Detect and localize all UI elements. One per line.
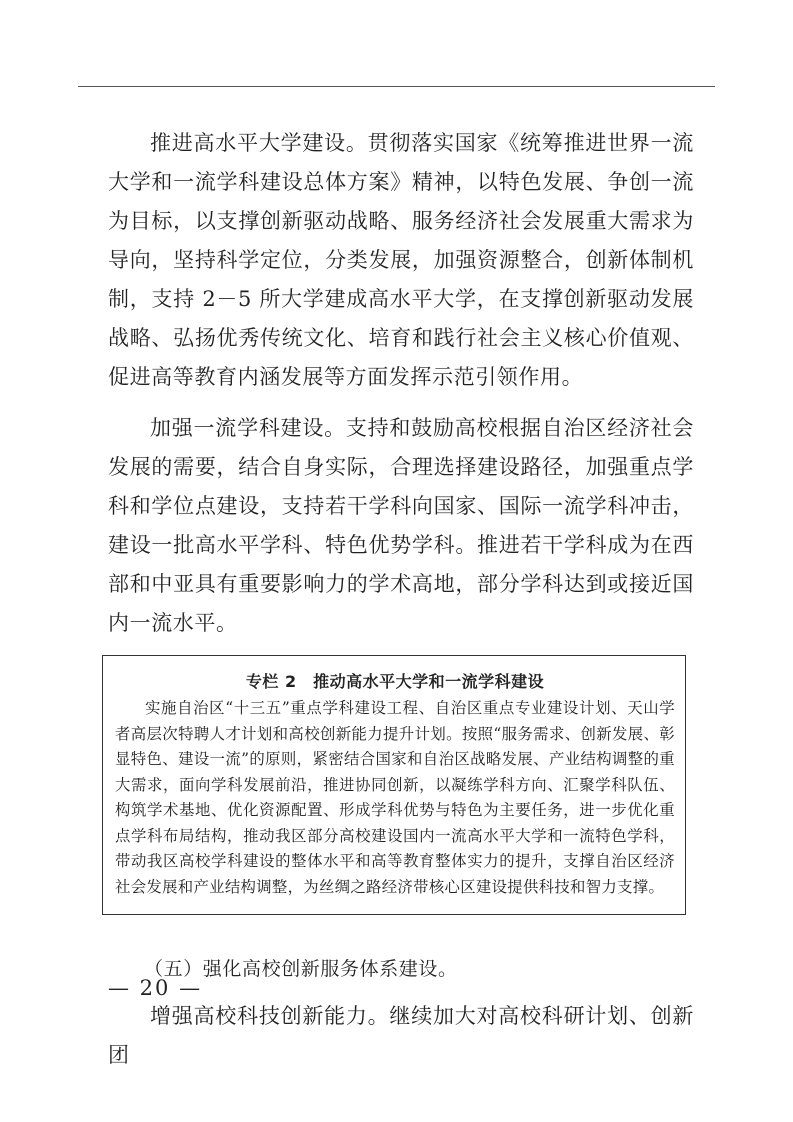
column-box-body: 实施自治区“十三五”重点学科建设工程、自治区重点专业建设计划、天山学者高层次特聘人才计划和高校创新能力提升计划。按照“服务需求、创新发展、彰显特色、建设一流”的原则，紧密结合国家和自治区战略发展、产业结构调整的重大需求，面向学科发展前沿，推进协同创新，以凝练学科方向、汇聚学科队伍、构筑学术基地、优化资源配置、形成学科优势与特色为主要任务，进一步优化重点学科布局结构，推动我区部分高校建设国内一流高水平大学和一流特色学科，带动我区高校学科建设的整体水平和高等教育整体实力的提升，支撑自治区经济社会发展和产业结构调整，为丝绸之路经济带核心区建设提供科技和智力支撑。: [115, 699, 675, 896]
section-heading: （五）强化高校创新服务体系建设。: [144, 958, 458, 980]
column-box-title: 专栏 2 推动高水平大学和一流学科建设: [245, 672, 545, 691]
column-box: [102, 655, 686, 915]
paragraph-first-class-discipline: 加强一流学科建设。支持和鼓励高校根据自治区经济社会发展的需要，结合自身实际，合理选择建设路径，加强重点学科和学位点建设，支持若干学科向国家、国际一流学科冲击，建设一批高水平学科、特色优势学科。推进若干学科成为在西部和中亚具有重要影响力的学术高地，部分学科达到或接近国内一流水平。: [108, 416, 694, 635]
paragraph-innovation-capacity: 增强高校科技创新能力。继续加大对高校科研计划、创新团: [108, 1004, 694, 1067]
page-content: [108, 124, 694, 1087]
page-number: — 20 —: [108, 976, 203, 1000]
paragraph-high-level-university: 推进高水平大学建设。贯彻落实国家《统筹推进世界一流大学和一流学科建设总体方案》精神，以特色发展、争创一流为目标，以支撑创新驱动战略、服务经济社会发展重大需求为导向，坚持科学定位，分类发展，加强资源整合，创新体制机制，支持 2－5 所大学建成高水平大学，在支撑创新驱动发展战略、弘扬优秀传统文化、培育和践行社会主义核心价值观、促进高等教育内涵发展等方面发挥示范引领作用。: [108, 131, 694, 389]
header-rule: [78, 86, 715, 87]
